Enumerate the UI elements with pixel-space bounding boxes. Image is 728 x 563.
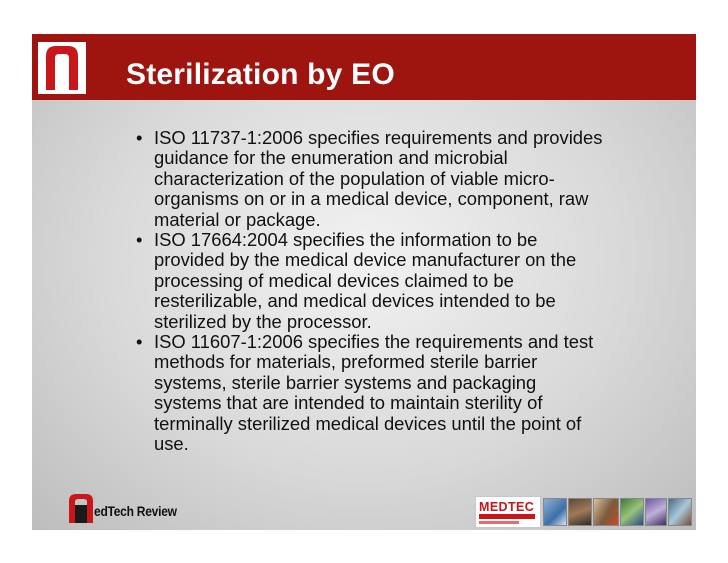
bullet-line: guidance for the enumeration and microbial — [154, 147, 508, 169]
bullet-line: use. — [154, 433, 189, 455]
bullet-line: resterilizable, and medical devices intended to be — [154, 290, 556, 312]
bullet-line: ISO 11737-1:2006 specifies requirements and provides — [154, 127, 603, 148]
bullet-line: systems, sterile barrier systems and packaging — [154, 371, 537, 393]
medtec-banner — [475, 496, 691, 526]
bullet-line: organisms on or in a medical device, component, raw — [154, 188, 589, 210]
bullet-line: ISO 17664:2004 specifies the information to be — [154, 229, 538, 251]
medtec-logo-stripe — [479, 514, 535, 519]
bullet-line: systems that are intended to maintain sterility of — [154, 392, 543, 414]
medtec-logo — [475, 496, 541, 528]
slide-title: Sterilization by EO — [126, 58, 395, 91]
medtech-review-brand: edTech Review — [94, 503, 177, 519]
medtec-logo-stripe — [479, 521, 519, 524]
event-photo — [668, 498, 692, 526]
medtech-m-logo — [38, 42, 86, 94]
event-photo — [593, 498, 619, 526]
bullet-line: characterization of the population of viable micro- — [154, 167, 555, 189]
bullet-list — [136, 128, 656, 455]
title-bar — [32, 34, 696, 100]
bullet-item — [136, 128, 656, 230]
slide-footer — [32, 485, 696, 530]
bullet-line: material or package. — [154, 208, 321, 230]
bullet-line: terminally sterilized medical devices until the point of — [154, 412, 582, 434]
bullet-line: sterilized by the processor. — [154, 310, 372, 332]
bullet-line: methods for materials, preformed sterile barrier — [154, 351, 538, 373]
bullet-marker: • — [136, 229, 143, 251]
medtech-review-logo-icon — [66, 491, 96, 525]
bullet-line: processing of medical devices claimed to be — [154, 269, 514, 291]
bullet-line: provided by the medical device manufacturer on the — [154, 249, 577, 271]
bullet-marker: • — [136, 127, 143, 148]
bullet-item — [136, 230, 656, 332]
event-photo — [620, 498, 644, 526]
bullet-marker: • — [136, 331, 143, 353]
bullet-line: ISO 11607-1:2006 specifies the requirements and test — [154, 331, 594, 353]
bullet-item — [136, 332, 656, 454]
medtec-logo-text: MEDTEC — [479, 500, 535, 514]
slide — [32, 34, 696, 530]
event-photo — [543, 498, 567, 526]
event-photo — [645, 498, 667, 526]
event-photo — [568, 498, 592, 526]
